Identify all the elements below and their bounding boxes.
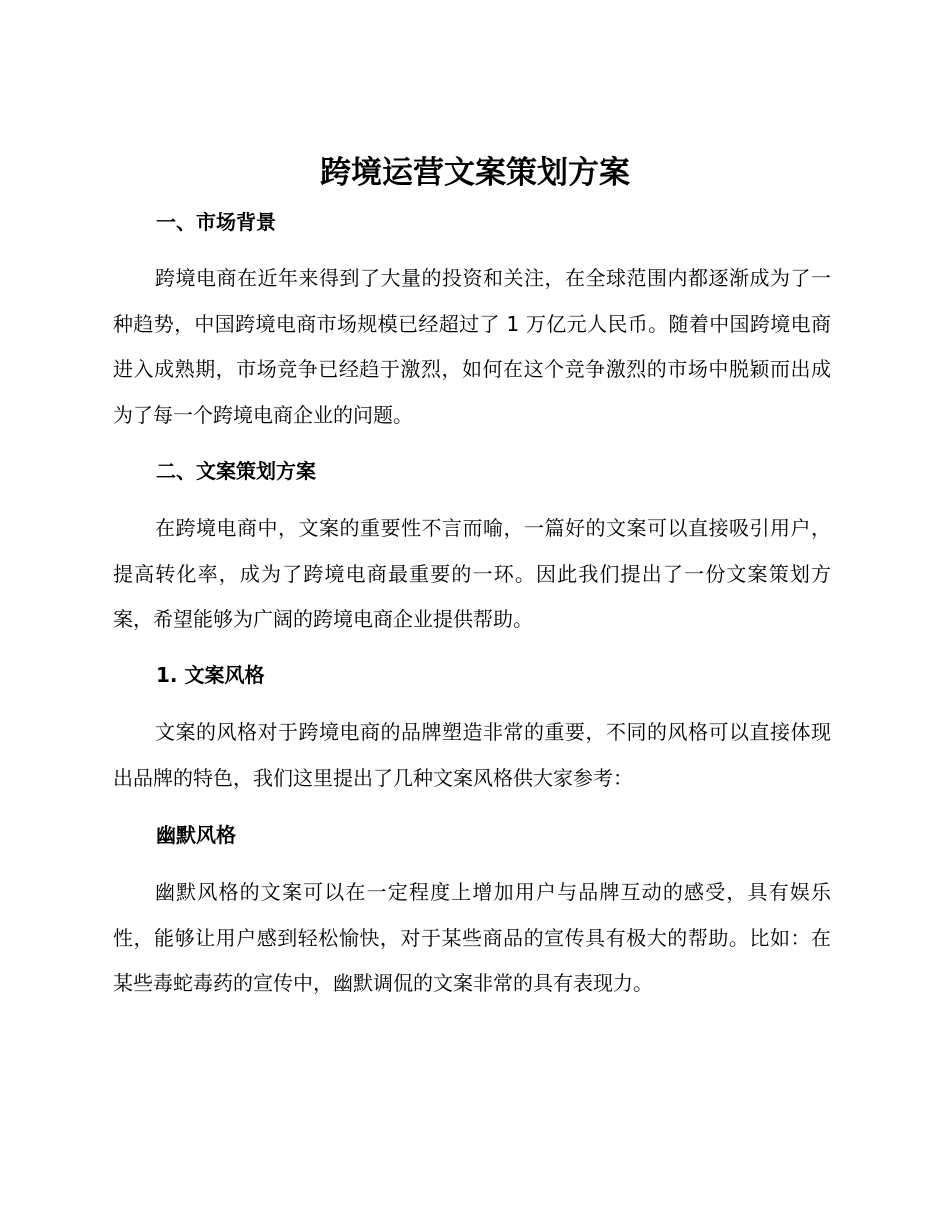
section-heading-market-background: 一、市场背景: [156, 210, 276, 234]
section-heading-humor-style: 幽默风格: [156, 823, 236, 847]
paragraph-copy-style: 文案的风格对于跨境电商的品牌塑造非常的重要，不同的风格可以直接体现出品牌的特色，我们这里提出了几种文案风格供大家参考：: [113, 720, 831, 790]
document-title: 跨境运营文案策划方案: [320, 155, 630, 191]
section-heading-copy-plan: 二、文案策划方案: [156, 459, 316, 483]
paragraph-market-background: 跨境电商在近年来得到了大量的投资和关注，在全球范围内都逐渐成为了一种趋势，中国跨境电商市场规模已经超过了 1 万亿元人民币。随着中国跨境电商进入成熟期，市场竞争已经趋于激烈，如何在这个竞争激烈的市场中脱颖而出成为了每一个跨境电商企业的问题。: [113, 266, 831, 427]
paragraph-copy-plan: 在跨境电商中，文案的重要性不言而喻，一篇好的文案可以直接吸引用户，提高转化率，成为了跨境电商最重要的一环。因此我们提出了一份文案策划方案，希望能够为广阔的跨境电商企业提供帮助。: [113, 516, 831, 631]
paragraph-humor-style: 幽默风格的文案可以在一定程度上增加用户与品牌互动的感受，具有娱乐性，能够让用户感到轻松愉快，对于某些商品的宣传具有极大的帮助。比如：在某些毒蛇毒药的宣传中，幽默调侃的文案非常的具有表现力。: [113, 880, 831, 995]
section-heading-copy-style: 1. 文案风格: [156, 663, 265, 687]
